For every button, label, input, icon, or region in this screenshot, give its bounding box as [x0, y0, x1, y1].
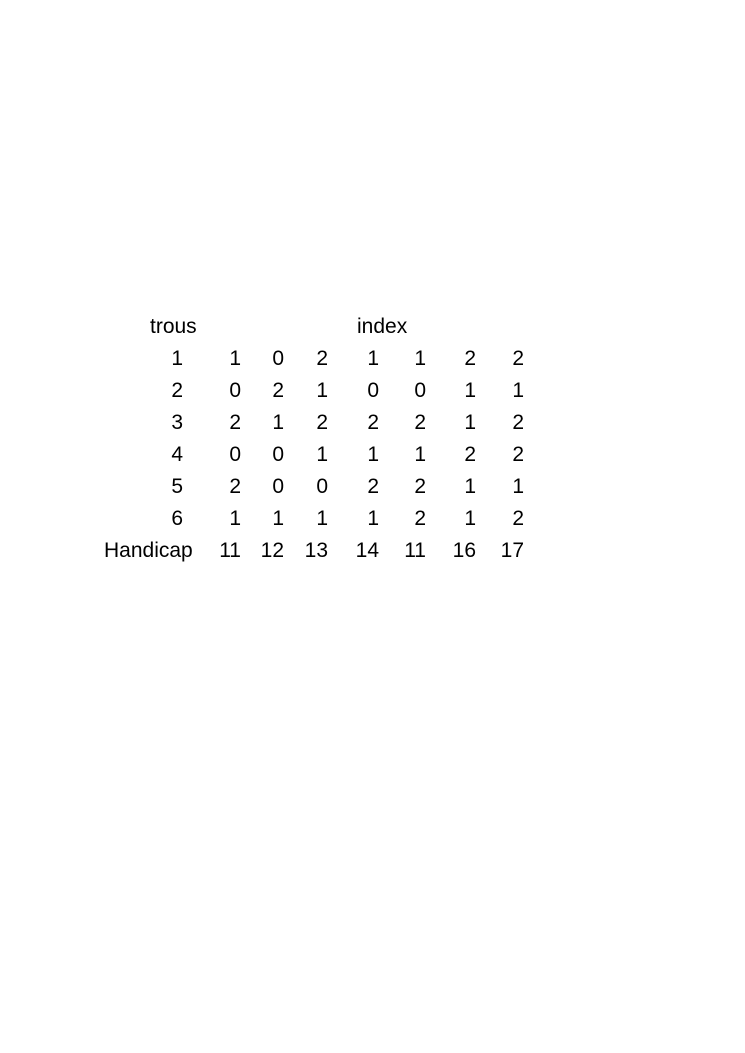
value-cell: 2	[512, 411, 524, 434]
value-cell: 2	[272, 379, 284, 402]
table-header-row	[100, 311, 529, 343]
table-row	[100, 375, 529, 407]
value-cell: 13	[304, 539, 328, 562]
value-cell: 16	[452, 539, 476, 562]
value-cell: 2	[464, 443, 476, 466]
value-cell: 2	[316, 347, 328, 370]
value-cell: 2	[229, 475, 241, 498]
value-cell: 1	[464, 507, 476, 530]
row-label-cell: 4	[171, 443, 183, 466]
value-cell: 1	[316, 379, 328, 402]
value-cell: 1	[512, 379, 524, 402]
value-cell: 0	[272, 443, 284, 466]
value-cell: 17	[500, 539, 524, 562]
value-cell: 2	[229, 411, 241, 434]
value-cell: 1	[367, 507, 379, 530]
value-cell: 1	[272, 507, 284, 530]
value-cell: 1	[272, 411, 284, 434]
value-cell: 1	[367, 443, 379, 466]
row-label-cell: 5	[171, 475, 183, 498]
value-cell: 0	[367, 379, 379, 402]
value-cell: 1	[316, 507, 328, 530]
value-cell: 0	[229, 379, 241, 402]
value-cell: 2	[316, 411, 328, 434]
value-cell: 1	[414, 347, 426, 370]
value-cell: 2	[512, 443, 524, 466]
value-cell: 0	[414, 379, 426, 402]
value-cell: 14	[355, 539, 379, 562]
value-cell: 1	[229, 507, 241, 530]
value-cell: 1	[367, 347, 379, 370]
table-row	[100, 503, 529, 535]
value-cell: 2	[367, 411, 379, 434]
value-cell: 1	[414, 443, 426, 466]
value-cell: 0	[272, 475, 284, 498]
table-body	[100, 343, 529, 567]
footer-label-cell: Handicap	[104, 539, 193, 562]
row-label-cell: 1	[171, 347, 183, 370]
value-cell: 1	[464, 475, 476, 498]
value-cell: 1	[316, 443, 328, 466]
row-label-cell: 2	[171, 379, 183, 402]
value-cell: 2	[367, 475, 379, 498]
value-cell: 1	[512, 475, 524, 498]
table-row	[100, 471, 529, 503]
table-row	[100, 343, 529, 375]
value-cell: 0	[316, 475, 328, 498]
table-footer-row	[100, 535, 529, 567]
table-row	[100, 407, 529, 439]
value-cell: 2	[414, 507, 426, 530]
value-cell: 0	[229, 443, 241, 466]
trous-header-label: trous	[150, 315, 197, 338]
value-cell: 2	[512, 347, 524, 370]
value-cell: 2	[414, 475, 426, 498]
table-row	[100, 439, 529, 471]
value-cell: 1	[464, 379, 476, 402]
value-cell: 2	[414, 411, 426, 434]
index-header-label: index	[357, 315, 408, 338]
value-cell: 11	[404, 539, 426, 562]
value-cell: 11	[219, 539, 241, 562]
row-label-cell: 3	[171, 411, 183, 434]
value-cell: 2	[512, 507, 524, 530]
value-cell: 2	[464, 347, 476, 370]
value-cell: 1	[464, 411, 476, 434]
handicap-table	[100, 311, 529, 567]
row-label-cell: 6	[171, 507, 183, 530]
value-cell: 12	[260, 539, 284, 562]
value-cell: 0	[272, 347, 284, 370]
value-cell: 1	[229, 347, 241, 370]
